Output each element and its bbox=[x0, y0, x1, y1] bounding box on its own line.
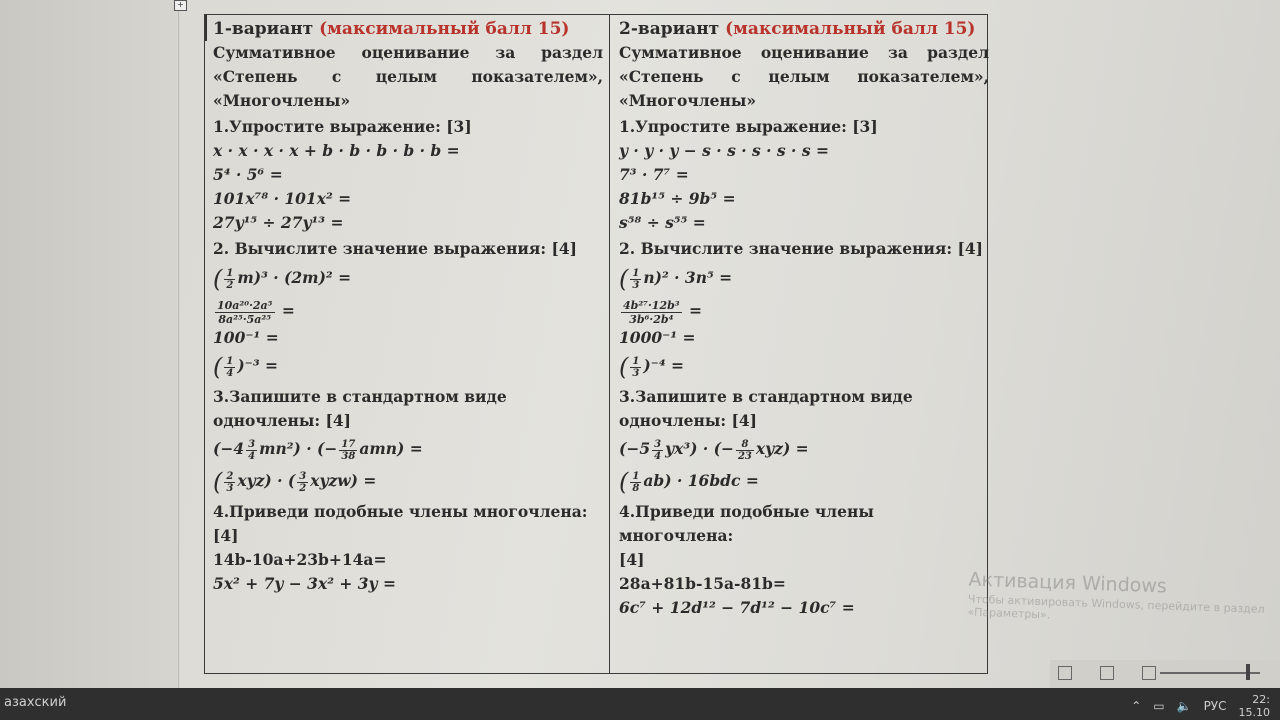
task-2-heading: 2. Вычислите значение выражения: [4] bbox=[619, 239, 983, 258]
task-4-points: [4] bbox=[619, 550, 645, 569]
task-4-heading: 4.Приведи подобные члены многочлена: bbox=[213, 502, 588, 521]
expression: 14b-10a+23b+14a= bbox=[213, 550, 387, 569]
print-layout-icon[interactable] bbox=[1100, 666, 1114, 680]
assessment-table bbox=[204, 14, 988, 674]
left-margin bbox=[0, 0, 180, 688]
expression: (−4 $\frac{3}{4}$ mn²) · (− $\frac{17}{38}$ amn) = bbox=[213, 438, 423, 462]
expression: ( $\frac{1}{2}$ m)³ · (2m)² = bbox=[213, 265, 352, 293]
heading-line: Суммативное оценивание за раздел bbox=[213, 43, 603, 62]
heading-line: «Многочлены» bbox=[619, 91, 757, 110]
heading-line: «Многочлены» bbox=[213, 91, 351, 110]
expression: 101x⁷⁸ · 101x² = bbox=[213, 189, 352, 208]
volume-icon[interactable]: 🔈 bbox=[1176, 699, 1192, 713]
web-layout-icon[interactable] bbox=[1142, 666, 1156, 680]
taskbar-left-text: азахский bbox=[4, 695, 67, 710]
clock[interactable]: 22: 15.10 bbox=[1238, 693, 1270, 719]
network-icon[interactable]: ▭ bbox=[1153, 699, 1165, 713]
expression: 5x² + 7y − 3x² + 3y = bbox=[213, 574, 396, 593]
column-divider bbox=[609, 15, 610, 673]
expression: 5⁴ · 5⁶ = bbox=[213, 165, 283, 184]
zoom-slider-thumb[interactable] bbox=[1246, 664, 1250, 680]
task-3-heading: 3.Запишите в стандартном виде bbox=[619, 387, 913, 406]
read-mode-icon[interactable] bbox=[1058, 666, 1072, 680]
chevron-up-icon[interactable]: ⌃ bbox=[1131, 699, 1142, 713]
heading-line: «Степень с целым показателем», bbox=[213, 67, 603, 86]
expression: ( $\frac{2}{3}$ xyz) · ( $\frac{3}{2}$ xyzw) = bbox=[213, 468, 377, 496]
expression: $\frac{\text{10a²⁰·2a⁵}}{\text{8a²⁵·5a²⁵}}$ = bbox=[217, 298, 295, 326]
windows-taskbar bbox=[0, 688, 1280, 720]
task-3-heading: одночлены: [4] bbox=[619, 411, 757, 430]
task-4-heading: 4.Приведи подобные члены многочлена: bbox=[619, 502, 874, 545]
zoom-slider[interactable] bbox=[1160, 672, 1260, 674]
variant-2-cell[interactable] bbox=[619, 17, 989, 620]
expression: ( $\frac{1}{3}$ )⁻⁴ = bbox=[619, 353, 685, 381]
expression: s⁵⁸ ÷ s⁵⁵ = bbox=[619, 213, 706, 232]
expression: x · x · x · x + b · b · b · b · b = bbox=[213, 141, 460, 160]
expression: ( $\frac{1}{8}$ ab) · 16bdc = bbox=[619, 468, 759, 496]
expression: 1000⁻¹ = bbox=[619, 328, 696, 347]
language-indicator[interactable]: РУС bbox=[1203, 699, 1227, 713]
heading-line: Суммативное оценивание за раздел bbox=[619, 43, 989, 62]
expression: 6c⁷ + 12d¹² − 7d¹² − 10c⁷ = bbox=[619, 598, 855, 617]
windows-activation-watermark: Активация Windows Чтобы активировать Windows, перейдите в раздел «Параметры». bbox=[967, 568, 1265, 622]
task-3-heading: 3.Запишите в стандартном виде bbox=[213, 387, 507, 406]
variant-1-cell[interactable] bbox=[213, 17, 603, 596]
expression: (−5 $\frac{3}{4}$ yx³) · (− $\frac{8}{23}$ xyz) = bbox=[619, 438, 809, 462]
system-tray bbox=[1131, 693, 1270, 719]
task-1-heading: 1.Упростите выражение: [3] bbox=[619, 117, 878, 136]
task-2-heading: 2. Вычислите значение выражения: [4] bbox=[213, 239, 577, 258]
task-3-heading: одночлены: [4] bbox=[213, 411, 351, 430]
heading-line: «Степень с целым показателем», bbox=[619, 67, 989, 86]
expression: y · y · y − s · s · s · s · s = bbox=[619, 141, 829, 160]
expression: 7³ · 7⁷ = bbox=[619, 165, 689, 184]
task-1-heading: 1.Упростите выражение: [3] bbox=[213, 117, 472, 136]
expression: 81b¹⁵ ÷ 9b⁵ = bbox=[619, 189, 736, 208]
expression: 28a+81b-15a-81b= bbox=[619, 574, 786, 593]
variant-2-title: 2-вариант (максимальный балл 15) bbox=[619, 19, 976, 39]
expression: ( $\frac{1}{3}$ n)² · 3n⁵ = bbox=[619, 265, 733, 293]
sheet-edge bbox=[178, 0, 179, 688]
expression: $\frac{\text{4b²⁷·12b³}}{\text{3b⁶·2b⁴}}$ = bbox=[623, 298, 703, 326]
table-move-handle[interactable]: + bbox=[174, 0, 187, 11]
variant-1-title: 1-вариант (максимальный балл 15) bbox=[213, 19, 570, 39]
expression: ( $\frac{1}{4}$ )⁻³ = bbox=[213, 353, 279, 381]
expression: 100⁻¹ = bbox=[213, 328, 279, 347]
cell-top-accent bbox=[205, 15, 207, 41]
task-4-points: [4] bbox=[213, 526, 239, 545]
expression: 27y¹⁵ ÷ 27y¹³ = bbox=[213, 213, 344, 232]
